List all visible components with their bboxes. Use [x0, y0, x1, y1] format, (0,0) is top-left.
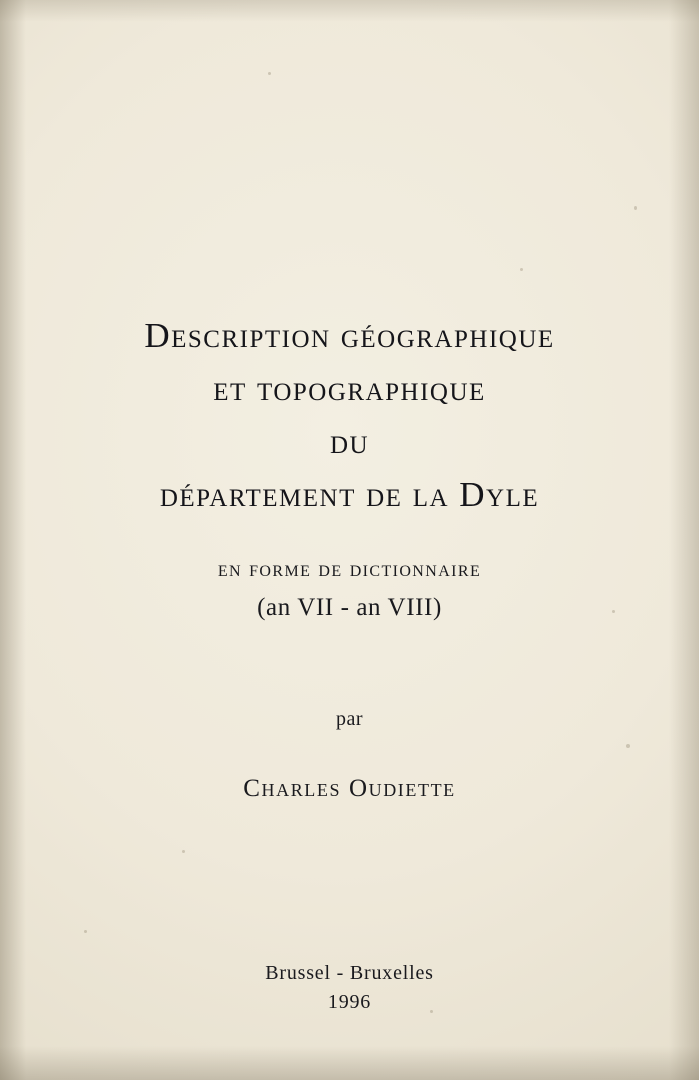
- author-block: [0, 708, 699, 803]
- page-edge-shadow-left: [0, 0, 26, 1080]
- paper-speck: [634, 206, 637, 210]
- subtitle-block: [0, 556, 699, 622]
- paper-speck: [520, 268, 523, 271]
- publication-place: Brussel - Bruxelles: [265, 962, 434, 984]
- paper-speck: [84, 930, 87, 933]
- page-edge-shadow-top: [0, 0, 699, 22]
- page-edge-shadow-right: [669, 0, 699, 1080]
- page-edge-shadow-bottom: [0, 1046, 699, 1080]
- subtitle: en forme de dictionnaire: [217, 556, 482, 581]
- by-word: par: [335, 708, 364, 730]
- title-line-4: département de la Dyle: [159, 475, 540, 514]
- date-range: (an VII - an VIII): [257, 594, 442, 621]
- paper-speck: [268, 72, 271, 75]
- page-title: [0, 318, 699, 512]
- title-line-3: du: [329, 422, 370, 461]
- title-line-1: Description géographique: [144, 316, 555, 355]
- paper-speck: [182, 850, 185, 853]
- title-line-2: et topographique: [213, 369, 486, 408]
- imprint-block: [0, 962, 699, 1014]
- author-name: Charles Oudiette: [243, 775, 456, 802]
- publication-year: 1996: [327, 991, 372, 1013]
